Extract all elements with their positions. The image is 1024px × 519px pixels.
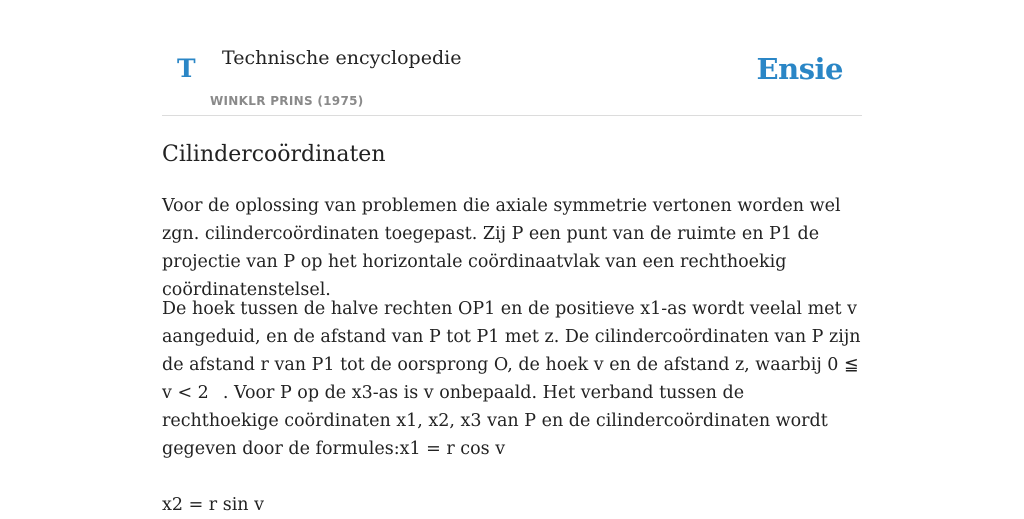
brand-logo[interactable]: Ensie (756, 52, 843, 86)
article-paragraph-text: . Voor P op de x3-as is v onbepaald. Het verband tussen de rechthoekige coördinaten x1, x2, x3 van P en de cilindercoördinaten wordt gegeven door de formules:x1 = r cos v (162, 383, 828, 459)
publication-logo[interactable]: T (177, 54, 196, 83)
header (162, 0, 862, 116)
article-title: Cilindercoördinaten (162, 142, 386, 167)
article-paragraph: x2 = r sin v (162, 495, 265, 515)
publication-subtitle: WINKLR PRINS (1975) (210, 94, 364, 108)
article-paragraph-text: De hoek tussen de halve rechten OP1 en de positieve x1-as wordt veelal met v aangeduid, en de afstand van P tot P1 met z. De cilindercoördinaten van P zijn de afstand r van P1 tot de oorsprong O, de hoek v en de afstand z, waarbij 0 ≦ v < 2 (162, 299, 861, 403)
article-paragraph (162, 295, 862, 463)
page (162, 0, 862, 515)
article-paragraph: Voor de oplossing van problemen die axiale symmetrie vertonen worden wel zgn. cilindercoördinaten toegepast. Zij P een punt van de ruimte en P1 de projectie van P op het horizontale coördinaatvlak van een rechthoekig coördinatenstelsel. (162, 196, 841, 300)
publication-title[interactable]: Technische encyclopedie (222, 47, 462, 69)
